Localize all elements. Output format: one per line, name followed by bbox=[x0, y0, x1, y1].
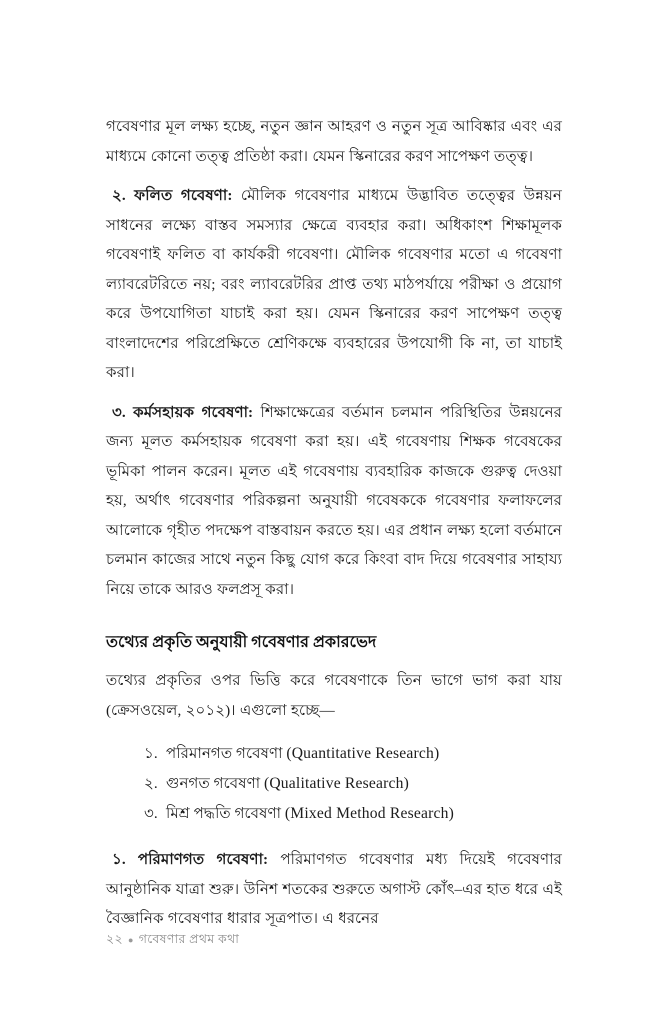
list-item-number: ১. bbox=[144, 745, 158, 762]
list-item-label-en: (Mixed Method Research) bbox=[284, 805, 455, 822]
footer-book-title: গবেষণার প্রথম কথা bbox=[138, 932, 240, 946]
paragraph-quantitative-research-text: পরিমাণগত গবেষণার মধ্য দিয়েই গবেষণার আনুষ্ঠানিক যাত্রা শুরু। উনিশ শতকের শুরুতে অগাস্ট কোঁৎ–এর হাত ধরে এই বৈজ্ঞানিক গবেষণার ধারার সূত্রপাত। এ ধরনের bbox=[106, 851, 563, 927]
paragraph-action-research-text: শিক্ষাক্ষেত্রের বর্তমান চলমান পরিস্থিতির উন্নয়নের জন্য মূলত কর্মসহায়ক গবেষণা করা হয়। এই গবেষণায় শিক্ষক গবেষকের ভূমিকা পালন করেন। মূলত এই গবেষণায় ব্যবহারিক কাজকে গুরুত্ব দেওয়া হয়, অর্থাৎ গবেষণার পরিকল্পনা অনুযায়ী গবেষককে গবেষণার ফলাফলের আলোকে গৃহীত পদক্ষেপ বাস্তবায়ন করতে হয়। এর প্রধান লক্ষ্য হলো বর্তমানে চলমান কাজের সাথে নতুন কিছু যোগ করে কিংবা বাদ দিয়ে গবেষণার সাহায্য নিয়ে তাকে আরও ফলপ্রসূ করা। bbox=[106, 403, 562, 598]
list-item-label-en: (Qualitative Research) bbox=[263, 775, 410, 792]
list-item bbox=[144, 739, 562, 769]
paragraph-applied-research bbox=[106, 181, 562, 388]
list-item-label-bn: পরিমানগত গবেষণা bbox=[166, 745, 283, 762]
paragraph-intro: গবেষণার মূল লক্ষ্য হচ্ছে, নতুন জ্ঞান আহরণ ও নতুন সূত্র আবিষ্কার এবং এর মাধ্যমে কোনো তত্ত্ব প্রতিষ্ঠা করা। যেমন স্কিনারের করণ সাপেক্ষণ তত্ত্ব। bbox=[106, 118, 562, 165]
list-item-label-en: (Quantitative Research) bbox=[286, 745, 440, 762]
research-type-list bbox=[106, 739, 562, 829]
list-item-label-bn: মিশ্র পদ্ধতি গবেষণা bbox=[166, 805, 282, 822]
list-item-number: ৩. bbox=[144, 805, 158, 822]
list-item-label-bn: গুনগত গবেষণা bbox=[166, 775, 261, 792]
paragraph-action-research bbox=[106, 398, 562, 605]
paragraph-data-nature: তথ্যের প্রকৃতির ওপর ভিত্তি করে গবেষণাকে তিন ভাগে ভাগ করা যায় (ক্রেসওয়েল, ২০১২)। এগুলো হচ্ছে— bbox=[106, 672, 562, 719]
list-item-number: ২. bbox=[144, 775, 158, 792]
bullet-icon: ● bbox=[127, 935, 134, 946]
list-item bbox=[144, 799, 562, 829]
footer-page-number: ২২ bbox=[106, 932, 123, 946]
paragraph-applied-research-text: মৌলিক গবেষণার মাধ্যমে উদ্ভাবিত তত্ত্বের উন্নয়ন সাধনের লক্ষ্যে বাস্তব সমস্যার ক্ষেত্রে ব্যবহার করা। অধিকাংশ শিক্ষামূলক গবেষণাই ফলিত বা কার্যকরী গবেষণা। মৌলিক গবেষণার মতো এ গবেষণা ল্যাবরেটরিতে নয়; বরং ল্যাবরেটরির প্রাপ্ত তথ্য মাঠপর্যায়ে পরীক্ষা ও প্রয়োগ করে উপযোগিতা যাচাই করা হয়। যেমন স্কিনারের করণ সাপেক্ষণ তত্ত্ব বাংলাদেশের পরিপ্রেক্ষিতে শ্রেণিকক্ষে ব্যবহারের উপযোগী কি না, তা যাচাই করা। bbox=[106, 187, 562, 381]
paragraph-quantitative-research bbox=[106, 845, 562, 934]
list-item bbox=[144, 769, 562, 799]
page-footer bbox=[106, 930, 562, 949]
paragraph-action-research-lead: ৩. কর্মসহায়ক গবেষণা: bbox=[112, 403, 254, 421]
paragraph-applied-research-lead: ২. ফলিত গবেষণা: bbox=[112, 187, 233, 204]
section-heading-research-types: তথ্যের প্রকৃতি অনুযায়ী গবেষণার প্রকারভেদ bbox=[106, 634, 377, 651]
page-content bbox=[106, 112, 562, 934]
paragraph-quantitative-research-lead: ১. পরিমাণগত গবেষণা: bbox=[112, 851, 269, 868]
